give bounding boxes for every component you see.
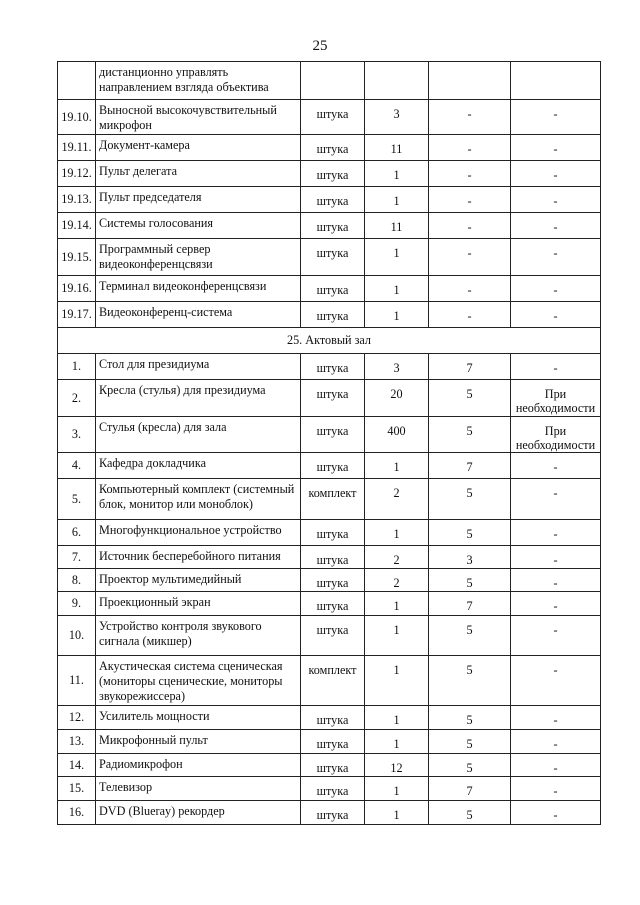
- cell-qty: 1: [365, 453, 429, 479]
- cell-term: 7: [429, 777, 511, 801]
- cell-num: 8.: [58, 569, 96, 592]
- cell-num: 12.: [58, 706, 96, 730]
- cell-name: Кресла (стулья) для президиума: [96, 380, 301, 417]
- cell-num: 11.: [58, 656, 96, 706]
- table-row: [58, 276, 601, 302]
- cell-note: При необходимости: [511, 380, 601, 417]
- cell-qty: 1: [365, 616, 429, 656]
- cell-num: 19.11.: [58, 135, 96, 161]
- cell-name: Радиомикрофон: [96, 754, 301, 777]
- cell-name: Стол для президиума: [96, 354, 301, 380]
- cell-num: 4.: [58, 453, 96, 479]
- cell-unit: штука: [301, 135, 365, 161]
- cell-name: Выносной высокочувствительный микрофон: [96, 100, 301, 135]
- cell-num: 14.: [58, 754, 96, 777]
- cell-unit: штука: [301, 546, 365, 569]
- cell-term: 7: [429, 354, 511, 380]
- cell-unit: штука: [301, 213, 365, 239]
- cell-unit: штука: [301, 754, 365, 777]
- table-row: [58, 777, 601, 801]
- cell-note: -: [511, 592, 601, 616]
- table-row: [58, 239, 601, 276]
- cell-qty: 2: [365, 546, 429, 569]
- cell-term: -: [429, 135, 511, 161]
- table-row: [58, 520, 601, 546]
- table-row: [58, 656, 601, 706]
- cell-note: -: [511, 706, 601, 730]
- cell-term: -: [429, 276, 511, 302]
- cell-unit: штука: [301, 777, 365, 801]
- cell-num: 19.15.: [58, 239, 96, 276]
- cell-name: Кафедра докладчика: [96, 453, 301, 479]
- cell-term: 5: [429, 706, 511, 730]
- cell-term: 5: [429, 380, 511, 417]
- cell-name: Стулья (кресла) для зала: [96, 417, 301, 453]
- cell-num: 19.13.: [58, 187, 96, 213]
- cell-num: 19.12.: [58, 161, 96, 187]
- cell-unit: штука: [301, 100, 365, 135]
- table-row: [58, 754, 601, 777]
- cell-term: 5: [429, 569, 511, 592]
- cell-name: Проектор мультимедийный: [96, 569, 301, 592]
- cell-term: 5: [429, 656, 511, 706]
- cell-qty: 1: [365, 239, 429, 276]
- cell-unit: штука: [301, 453, 365, 479]
- cell-unit: штука: [301, 276, 365, 302]
- equipment-table-body: [58, 62, 601, 825]
- cell-name: Усилитель мощности: [96, 706, 301, 730]
- cell-qty: 12: [365, 754, 429, 777]
- cell-name: Устройство контроля звукового сигнала (микшер): [96, 616, 301, 656]
- cell-unit: штука: [301, 354, 365, 380]
- cell-unit: комплект: [301, 656, 365, 706]
- cell-note: -: [511, 520, 601, 546]
- cell-num: 1.: [58, 354, 96, 380]
- cell-name: Пульт председателя: [96, 187, 301, 213]
- cell-note: -: [511, 276, 601, 302]
- cell-unit: штука: [301, 520, 365, 546]
- cell-name: Видеоконференц-система: [96, 302, 301, 328]
- cell-unit: штука: [301, 706, 365, 730]
- cell-num: 19.10.: [58, 100, 96, 135]
- cell-qty: 1: [365, 161, 429, 187]
- cell-term: -: [429, 161, 511, 187]
- cell-unit: комплект: [301, 479, 365, 520]
- cell-term: [429, 62, 511, 100]
- table-row: [58, 546, 601, 569]
- cell-name: дистанционно управлять направлением взгляда объектива: [96, 62, 301, 100]
- cell-note: -: [511, 754, 601, 777]
- table-row: [58, 616, 601, 656]
- table-row: [58, 135, 601, 161]
- cell-name: Терминал видеоконференцсвязи: [96, 276, 301, 302]
- cell-qty: 1: [365, 592, 429, 616]
- cell-unit: штука: [301, 417, 365, 453]
- cell-note: [511, 62, 601, 100]
- cell-qty: 1: [365, 276, 429, 302]
- cell-note: -: [511, 479, 601, 520]
- cell-qty: 1: [365, 656, 429, 706]
- cell-note: -: [511, 453, 601, 479]
- table-row: [58, 453, 601, 479]
- cell-name: Компьютерный комплект (системный блок, монитор или моноблок): [96, 479, 301, 520]
- table-row: [58, 302, 601, 328]
- cell-term: -: [429, 187, 511, 213]
- cell-qty: 11: [365, 213, 429, 239]
- table-row: [58, 730, 601, 754]
- cell-term: 7: [429, 453, 511, 479]
- section-header-row: [58, 328, 601, 354]
- cell-note: -: [511, 100, 601, 135]
- cell-unit: штука: [301, 161, 365, 187]
- cell-note: -: [511, 161, 601, 187]
- table-row: [58, 801, 601, 825]
- table-row: [58, 161, 601, 187]
- cell-num: 13.: [58, 730, 96, 754]
- cell-qty: 3: [365, 100, 429, 135]
- cell-note: -: [511, 546, 601, 569]
- table-row: [58, 213, 601, 239]
- table-row: [58, 354, 601, 380]
- table-row: [58, 380, 601, 417]
- cell-name: Документ-камера: [96, 135, 301, 161]
- cell-num: 2.: [58, 380, 96, 417]
- cell-name: Многофункциональное устройство: [96, 520, 301, 546]
- cell-num: 10.: [58, 616, 96, 656]
- cell-qty: 2: [365, 479, 429, 520]
- cell-term: 5: [429, 616, 511, 656]
- table-row: [58, 417, 601, 453]
- cell-term: -: [429, 302, 511, 328]
- cell-name: Телевизор: [96, 777, 301, 801]
- cell-note: -: [511, 135, 601, 161]
- cell-num: 7.: [58, 546, 96, 569]
- cell-num: 5.: [58, 479, 96, 520]
- cell-qty: 20: [365, 380, 429, 417]
- cell-qty: 1: [365, 801, 429, 825]
- cell-qty: 1: [365, 730, 429, 754]
- cell-unit: [301, 62, 365, 100]
- cell-term: 5: [429, 479, 511, 520]
- table-row: [58, 187, 601, 213]
- cell-name: Пульт делегата: [96, 161, 301, 187]
- cell-name: Программный сервер видеоконференцсвязи: [96, 239, 301, 276]
- cell-num: 19.16.: [58, 276, 96, 302]
- cell-name: Системы голосования: [96, 213, 301, 239]
- cell-unit: штука: [301, 801, 365, 825]
- cell-note: -: [511, 213, 601, 239]
- cell-qty: 400: [365, 417, 429, 453]
- cell-name: DVD (Blueray) рекордер: [96, 801, 301, 825]
- cell-note: -: [511, 354, 601, 380]
- cell-name: Акустическая система сценическая (мониторы сценические, мониторы звукорежиссера): [96, 656, 301, 706]
- cell-qty: 3: [365, 354, 429, 380]
- cell-num: 19.14.: [58, 213, 96, 239]
- cell-num: 15.: [58, 777, 96, 801]
- table-row: [58, 569, 601, 592]
- cell-num: 9.: [58, 592, 96, 616]
- cell-unit: штука: [301, 187, 365, 213]
- cell-note: -: [511, 730, 601, 754]
- cell-term: 5: [429, 754, 511, 777]
- cell-unit: штука: [301, 569, 365, 592]
- cell-qty: [365, 62, 429, 100]
- cell-term: 5: [429, 730, 511, 754]
- cell-qty: 2: [365, 569, 429, 592]
- cell-qty: 1: [365, 777, 429, 801]
- cell-qty: 1: [365, 302, 429, 328]
- cell-unit: штука: [301, 730, 365, 754]
- section-title: 25. Актовый зал: [58, 328, 601, 354]
- cell-note: -: [511, 302, 601, 328]
- cell-name: Проекционный экран: [96, 592, 301, 616]
- cell-note: -: [511, 187, 601, 213]
- table-row: [58, 100, 601, 135]
- cell-num: 3.: [58, 417, 96, 453]
- cell-name: Источник бесперебойного питания: [96, 546, 301, 569]
- cell-name: Микрофонный пульт: [96, 730, 301, 754]
- cell-unit: штука: [301, 616, 365, 656]
- cell-unit: штука: [301, 592, 365, 616]
- table-row: [58, 592, 601, 616]
- cell-unit: штука: [301, 239, 365, 276]
- cell-unit: штука: [301, 302, 365, 328]
- cell-note: -: [511, 777, 601, 801]
- cell-num: [58, 62, 96, 100]
- cell-unit: штука: [301, 380, 365, 417]
- cell-term: -: [429, 213, 511, 239]
- cell-term: -: [429, 239, 511, 276]
- cell-note: -: [511, 801, 601, 825]
- table-row: [58, 479, 601, 520]
- cell-term: -: [429, 100, 511, 135]
- cell-term: 5: [429, 801, 511, 825]
- cell-qty: 1: [365, 520, 429, 546]
- cell-note: -: [511, 616, 601, 656]
- table-row: [58, 62, 601, 100]
- cell-num: 16.: [58, 801, 96, 825]
- cell-qty: 11: [365, 135, 429, 161]
- cell-term: 3: [429, 546, 511, 569]
- cell-qty: 1: [365, 187, 429, 213]
- cell-note: -: [511, 239, 601, 276]
- cell-num: 19.17.: [58, 302, 96, 328]
- cell-note: При необходимости: [511, 417, 601, 453]
- cell-qty: 1: [365, 706, 429, 730]
- table-row: [58, 706, 601, 730]
- cell-term: 5: [429, 417, 511, 453]
- page-number: 25: [312, 38, 328, 54]
- cell-note: -: [511, 656, 601, 706]
- cell-note: -: [511, 569, 601, 592]
- equipment-table: [57, 61, 601, 825]
- cell-term: 7: [429, 592, 511, 616]
- cell-term: 5: [429, 520, 511, 546]
- cell-num: 6.: [58, 520, 96, 546]
